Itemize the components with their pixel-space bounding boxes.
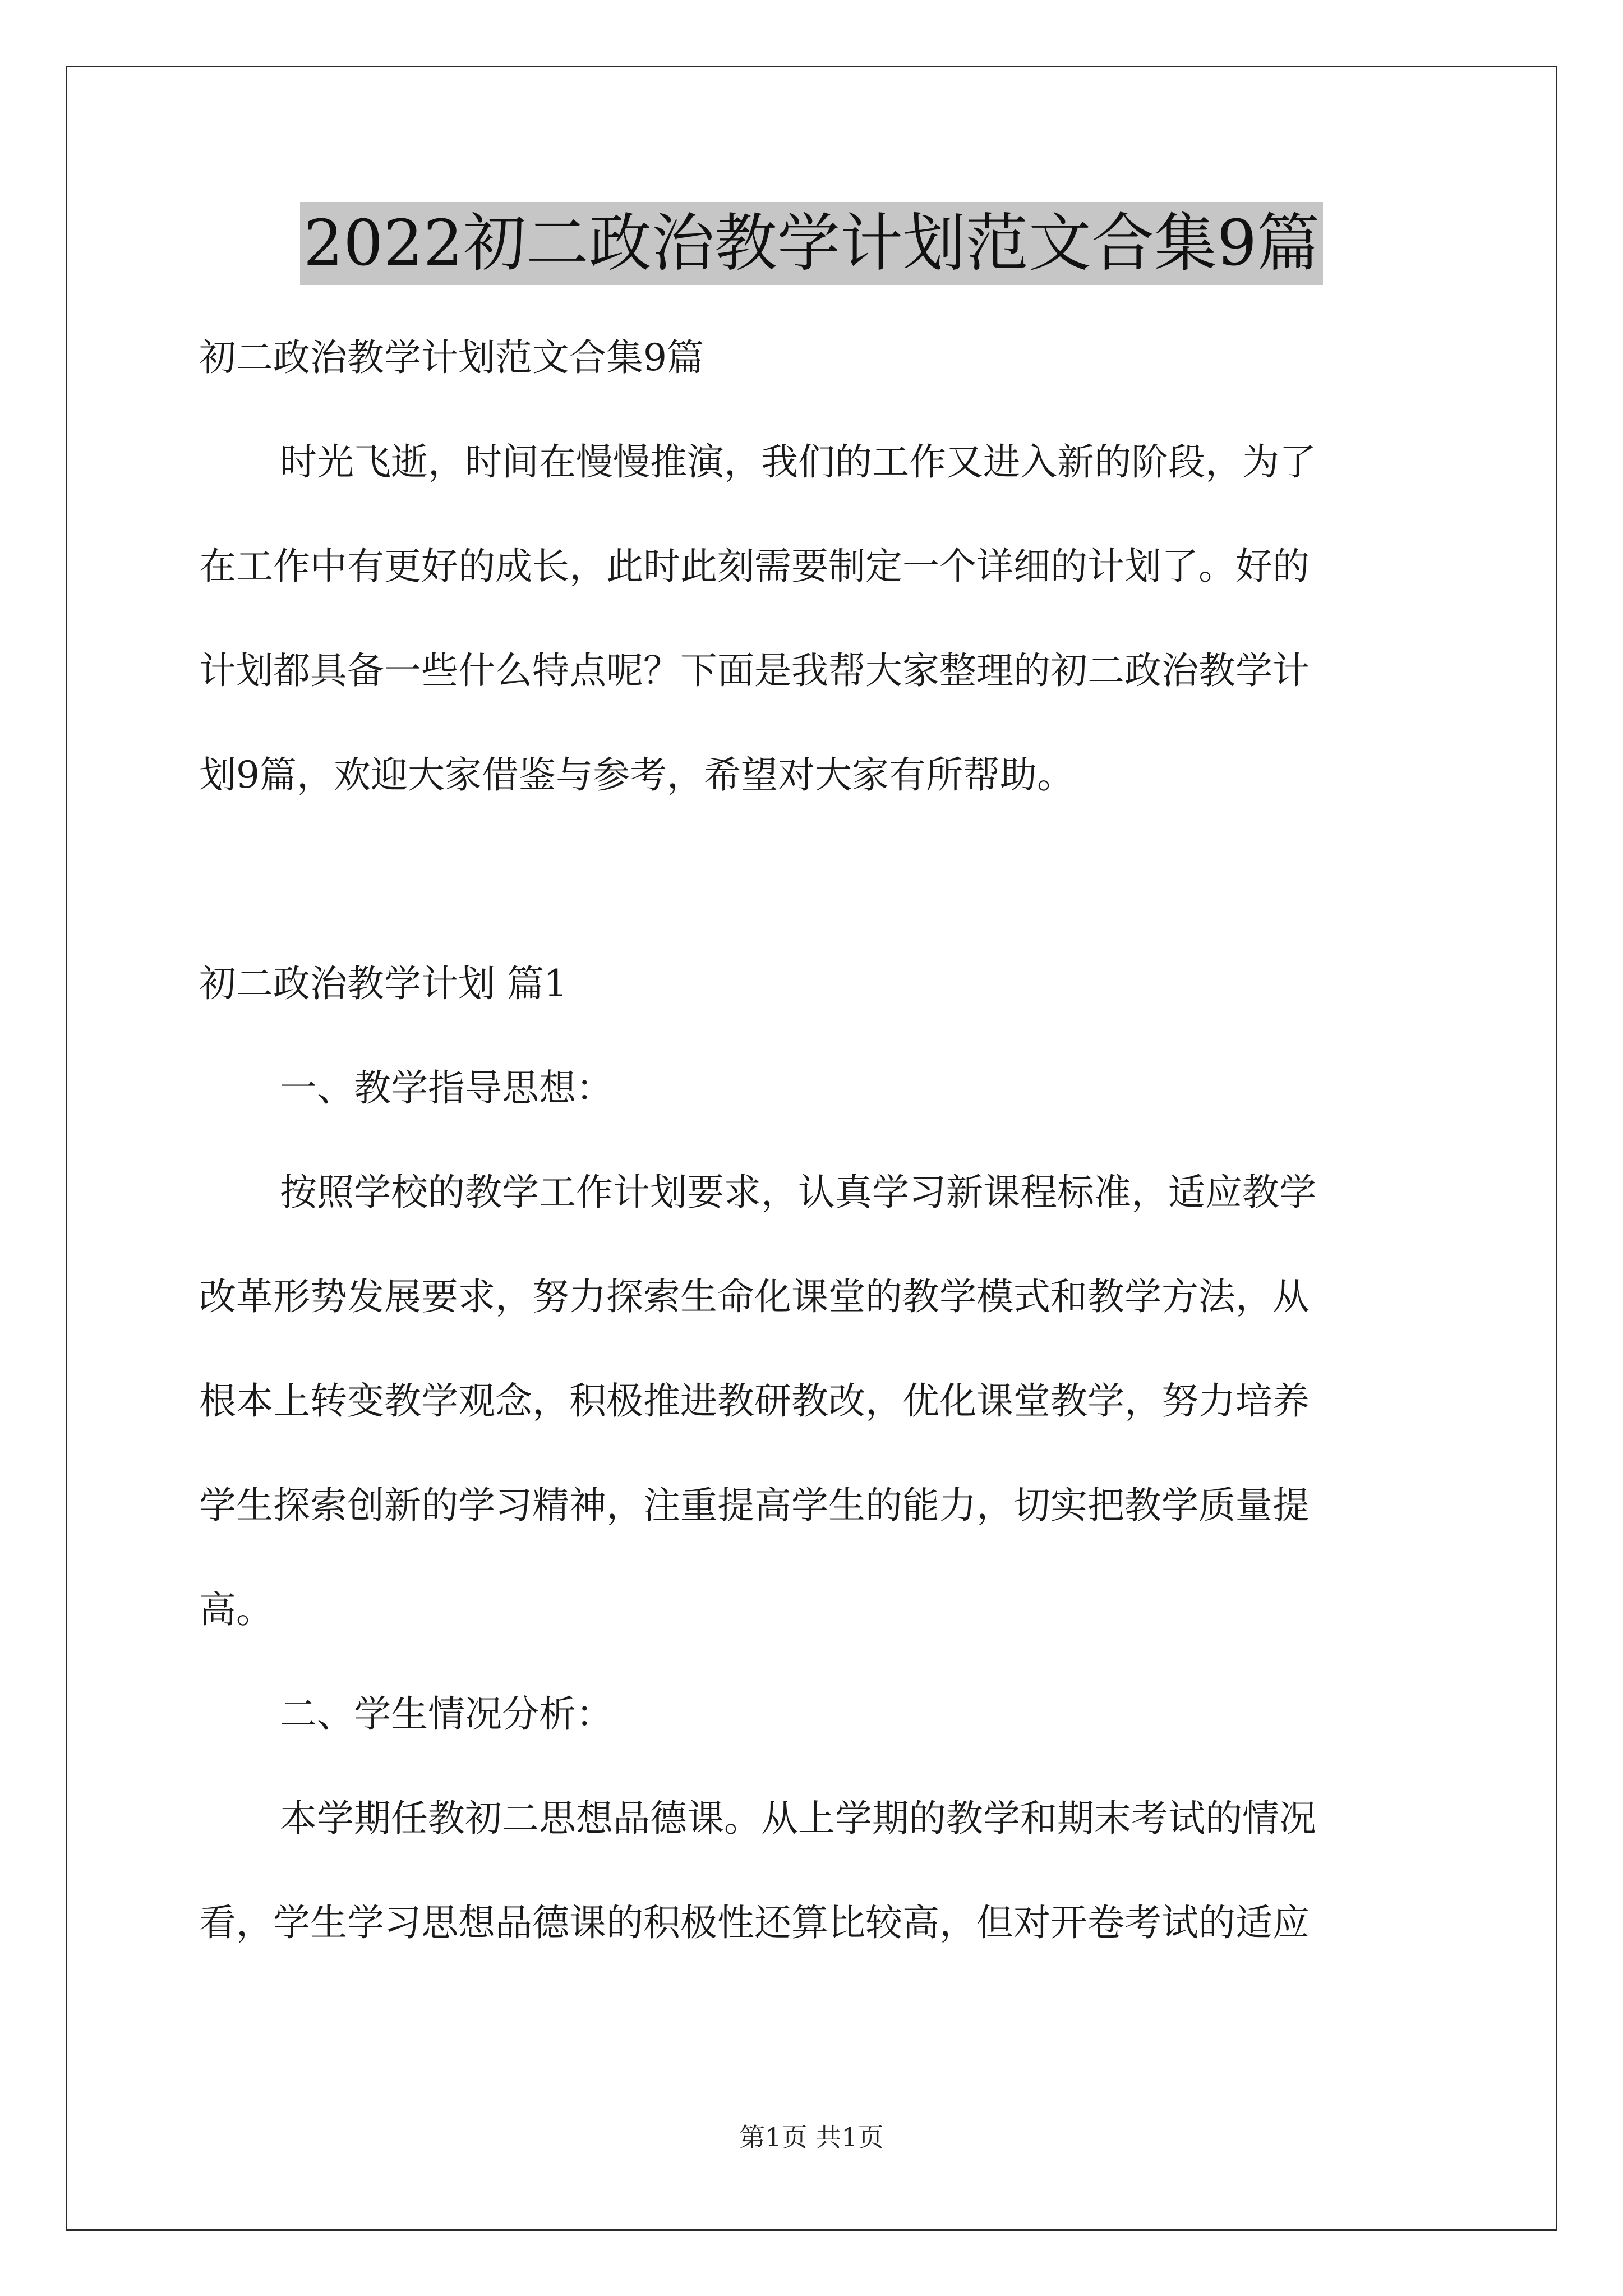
part-heading: 二、学生情况分析： [280,1692,613,1736]
intro-line: 划9篇，欢迎大家借鉴与参考，希望对大家有所帮助。 [199,753,1074,797]
body-line: 根本上转变教学观念，积极推进教研教改，优化课堂教学，努力培养 [199,1379,1310,1423]
document-subtitle: 初二政治教学计划范文合集9篇 [199,336,704,379]
body-line: 本学期任教初二思想品德课。从上学期的教学和期末考试的情况 [280,1797,1316,1840]
paragraph-gap [199,827,1433,932]
page-footer: 第1页 共1页 [739,2122,884,2152]
intro-line: 时光飞逝，时间在慢慢推演，我们的工作又进入新的阶段，为了 [280,440,1316,484]
body-line: 按照学校的教学工作计划要求，认真学习新课程标准，适应教学 [280,1171,1316,1214]
section-heading: 初二政治教学计划 篇1 [199,962,568,1005]
intro-line: 计划都具备一些什么特点呢？下面是我帮大家整理的初二政治教学计 [199,649,1310,692]
body-line: 学生探索创新的学习精神，注重提高学生的能力，切实把教学质量提 [199,1484,1310,1527]
body-line: 高。 [199,1588,273,1631]
part-heading: 一、教学指导思想： [280,1066,613,1110]
document-body [199,306,1433,1975]
body-line: 改革形势发展要求，努力探索生命化课堂的教学模式和教学方法，从 [199,1275,1310,1318]
intro-line: 在工作中有更好的成长，此时此刻需要制定一个详细的计划了。好的 [199,545,1310,588]
body-line: 看，学生学习思想品德课的积极性还算比较高，但对开卷考试的适应 [199,1901,1310,1944]
document-title: 2022初二政治教学计划范文合集9篇 [300,202,1323,285]
